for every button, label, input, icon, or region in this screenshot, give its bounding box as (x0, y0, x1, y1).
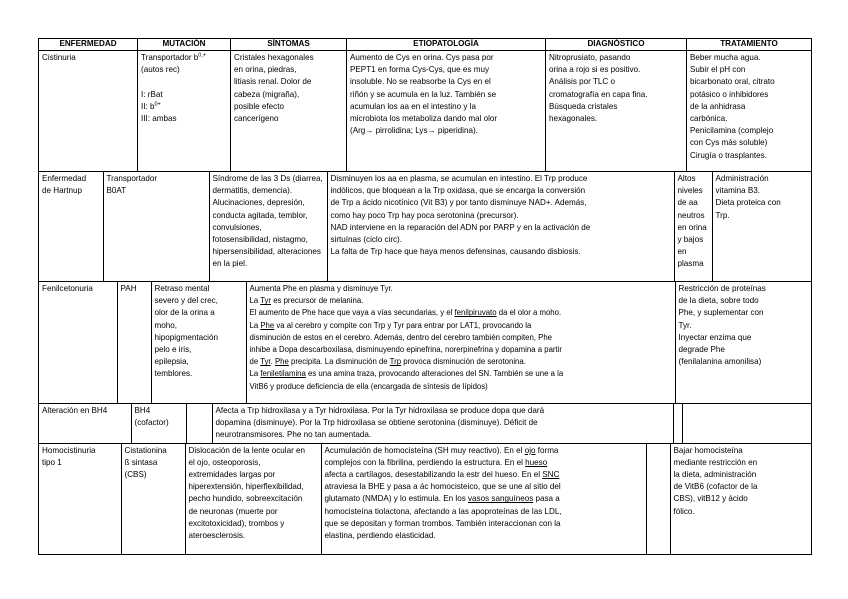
hartnup-sintomas: Síndrome de las 3 Ds (diarrea, dermatitis, demencia). Alucinaciones, depresión, conducta agitada, temblor, convulsiones, fotosensibilidad, nistagmo, hipersensibilidad, alteraciones en la piel. (209, 172, 327, 281)
header-mutacion: MUTACIÓN (138, 39, 231, 51)
cistinuria-diagnostico: Nitroprusiato, pasando orina a rojo si es positivo. Análisis por TLC o cromatografía en capa fina. Búsqueda cristales hexagonales. (546, 51, 687, 172)
hartnup-etiopatologia: Disminuyen los aa en plasma, se acumulan en intestino. El Trp produce indólicos, que bloquean a la Trp oxidasa, que se encarga la conversión de Trp a ácido nicotínico (Vit B3) y por tanto disminuye NAD+. Además, como hay poco Trp hay poca serotonina (precursor). NAD interviene en la reparación del ADN por PARP y en la activación de sirtuínas (ciclo circ). La falta de Trp hace que haya menos defensinas, causando disbiosis. (327, 172, 674, 281)
homocistinuria-tratamiento: Bajar homocisteína mediante restricción en la dieta, administración de VitB6 (cofactor de la CBS), vitB12 y ácido fólico. (670, 444, 812, 554)
hartnup-tratamiento: Administración vitamina B3. Dieta proteica con Trp. (712, 172, 812, 281)
homocistinuria-sintomas: Dislocación de la lente ocular en el ojo, osteoporosis, extremidades largas por hiperextensión, hiperflexibilidad, pecho hundido, sobreexcitación de neuronas (muerte por excitotoxicidad), trombos y ateroesclerosis. (185, 444, 321, 554)
bh4-enfermedad: Alteración en BH4 (42, 406, 108, 415)
disease-table-page (38, 38, 811, 555)
hartnup-mutacion: Transportador B0AT (103, 172, 209, 281)
hartnup-enfermedad: Enfermedad de Hartnup (42, 174, 87, 196)
cistinuria-enfermedad: Cistinuria (39, 51, 138, 172)
row-homocistinuria (39, 443, 812, 554)
header-tratamiento: TRATAMIENTO (687, 39, 812, 51)
bh4-mutacion: BH4 (cofactor) (131, 404, 186, 443)
fenilcetonuria-sintomas: Retraso mental severo y del crec, olor de la orina a moho, hipopigmentación pelo e iris, epilepsia, temblores. (151, 282, 246, 403)
homocistinuria-etiopatologia: Acumulación de homocisteína (SH muy reactivo). En el ojo forma complejos con la fibrilina, perdiendo la estructura. En el hueso afecta a cartílagos, desestabilizando la estr del hueso. En el SNC atraviesa la BHE y pasa a ác homocisteico, que se une al sitio del glutamato (NMDA) y lo estimula. En los vasos sanguíneos pasa a homocisteína tiolactona, afectando a las apoproteínas de las LDL, que se depositan y forman trombos. También interaccionan con la elastina, perdiendo elasticidad. (321, 444, 646, 554)
hartnup-diagnostico: Altos niveles de aa neutros en orina y bajos en plasma (674, 172, 712, 281)
row-fenilcetonuria (39, 282, 812, 404)
homocistinuria-diagnostico (646, 444, 670, 554)
header-sintomas: SÍNTOMAS (231, 39, 347, 51)
cistinuria-tratamiento: Beber mucha agua. Subir el pH con bicarbonato oral, citrato potásico o inhibidores de la anhidrasa carbónica. Penicilamina (complejo con Cys más soluble) Cirugía o trasplantes. (687, 51, 812, 172)
row-hartnup (39, 172, 812, 282)
bh4-tratamiento (682, 404, 812, 443)
homocistinuria-mutacion: Cistationina ß sintasa (CBS) (121, 444, 185, 554)
row-cistinuria (39, 51, 812, 172)
header-enfermedad: ENFERMEDAD (39, 39, 138, 51)
fenilcetonuria-mutacion: PAH (117, 282, 151, 403)
header-etiopatologia: ETIOPATOLOGÍA (347, 39, 546, 51)
header-diagnostico: DIAGNÓSTICO (546, 39, 687, 51)
bh4-etiopatologia: Afecta a Trp hidroxilasa y a Tyr hidroxilasa. Por la Tyr hidroxilasa se produce dopa que dará dopamina (disminuye). Por la Trp hidroxilasa se obtiene serotonina (disminuye). Déficit de neurotransmisores. Phe no tan aumentada. (212, 404, 673, 443)
header-row (39, 39, 812, 51)
bh4-sintomas (186, 404, 212, 443)
fenilcetonuria-enfermedad: Fenilcetonuria (42, 284, 93, 293)
cistinuria-etiopatologia: Aumento de Cys en orina. Cys pasa por PEPT1 en forma Cys-Cys, que es muy insoluble. No se reabsorbe la Cys en el riñón y se acumula en la luz. También se acumulan los aa en el intestino y la microbiota los metaboliza dando mal olor (Arg→ pirrolidina; Lys→ piperidina). (347, 51, 546, 172)
cistinuria-sintomas: Cristales hexagonales en orina, piedras, litiasis renal. Dolor de cabeza (migraña), posible efecto cancerígeno (231, 51, 347, 172)
cistinuria-mutacion: Transportador $b^{0,+}$ (autos rec) I: rBat II: $b^{0+}$ III: ambas (138, 51, 231, 172)
bh4-diagnostico (673, 404, 682, 443)
fenilcetonuria-tratamiento: Restricción de proteínas de la dieta, sobre todo Phe, y suplementar con Tyr. Inyectar enzima que degrade Phe (fenilalanina amonilisa) (675, 282, 811, 403)
row-bh4 (39, 404, 812, 444)
homocistinuria-enfermedad: Homocistinuria tipo 1 (42, 445, 96, 467)
disease-table (38, 38, 812, 555)
fenilcetonuria-etiopatologia: Aumenta Phe en plasma y disminuye Tyr. La Tyr es precursor de melanina. El aumento de Phe hace que vaya a vías secundarias, y el fenilpiruvato da el olor a moho. La Phe va al cerebro y compite con Trp y Tyr para entrar por LAT1, provocando la disminución de estos en el cerebro. Además, dentro del cerebro también compiten, Phe inhibe a Dopa descarboxilasa, disminuyendo epinefrina, norerpinefrina y dopamina a partir de Tyr. Phe precipita. La disminución de Trp provoca disminución de serotonina. La feniletilamina es una amina traza, provocando alteraciones del SN. También se une a la VitB6 y produce deficiencia de ella (encargada de síntesis de lípidos) (246, 282, 675, 403)
